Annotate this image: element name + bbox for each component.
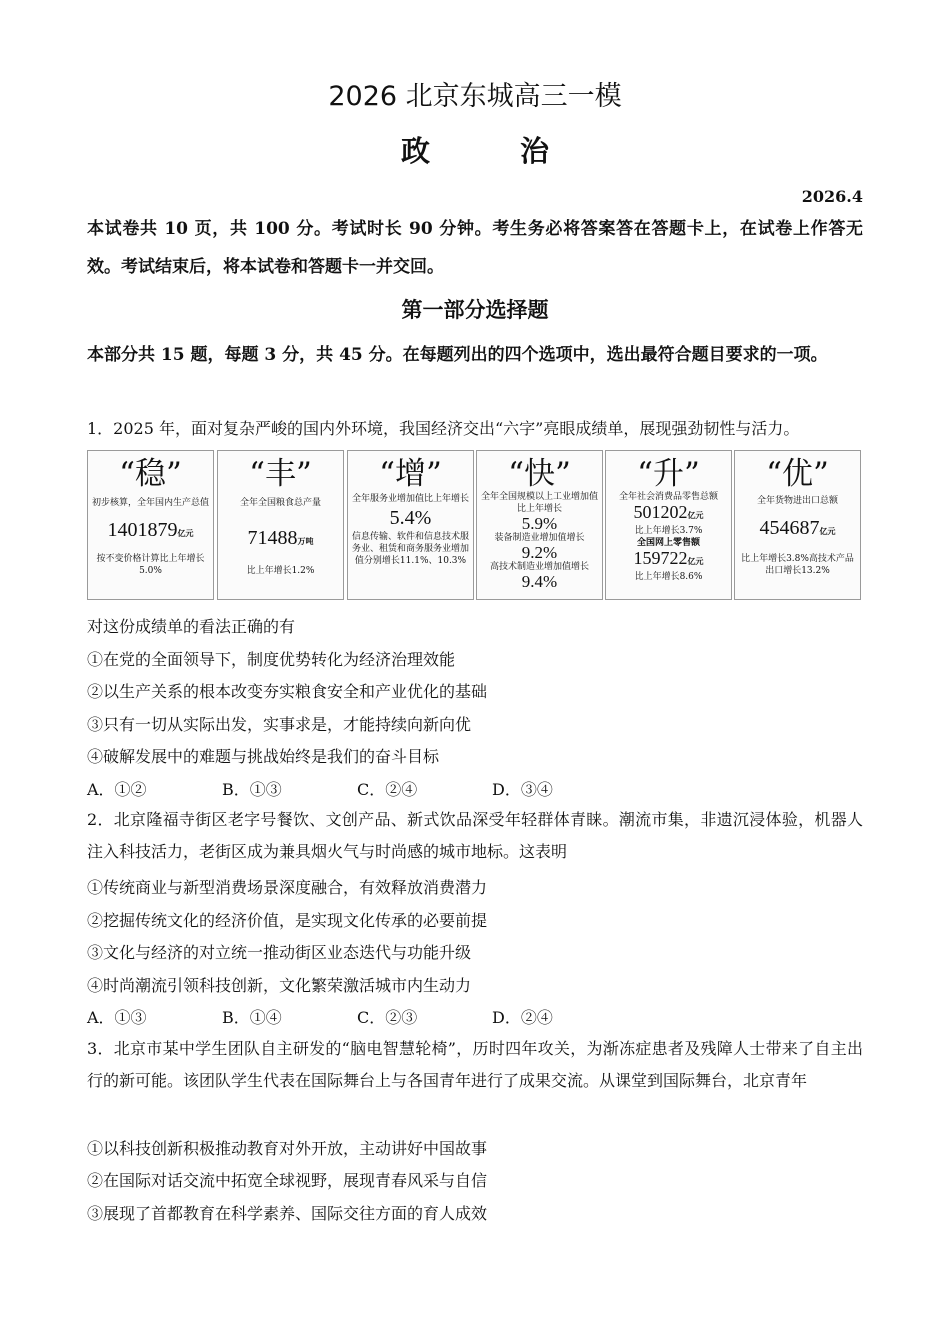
part-one-note: 本部分共 15 题，每题 3 分，共 45 分。在每题列出的四个选项中，选出最符合题目要求的一项。 bbox=[87, 345, 828, 365]
panel-stable bbox=[87, 450, 214, 600]
panel-value: 5.9% bbox=[521, 514, 558, 533]
panel-note: 比上年增长1.2% bbox=[246, 566, 315, 576]
option-d[interactable]: D．③④ bbox=[492, 780, 553, 799]
panel-value: 454687亿元 bbox=[759, 517, 836, 539]
panel-growth bbox=[347, 450, 474, 600]
subject-title: 政 治 bbox=[400, 134, 590, 168]
panel-optimize bbox=[734, 450, 861, 600]
panel-value: 5.4% bbox=[389, 507, 432, 529]
q1-item-1: ①在党的全面领导下，制度优势转化为经济治理效能 bbox=[87, 650, 456, 669]
option-c[interactable]: C．②③ bbox=[357, 1008, 418, 1027]
q1-prompt: 对这份成绩单的看法正确的有 bbox=[87, 617, 296, 636]
q3-item-3: ③展现了首都教育在科学素养、国际交往方面的育人成效 bbox=[87, 1204, 488, 1223]
panel-note: 比上年增长3.7% bbox=[634, 526, 703, 536]
q2-stem: 2．北京隆福寺街区老字号餐饮、文创产品、新式饮品深受年轻群体青睐。潮流市集，非遗沉浸体验，机器人注入科技活力，老街区成为兼具烟火气与时尚感的城市地标。这表明 bbox=[87, 810, 863, 861]
panel-note: 装备制造业增加值增长 bbox=[494, 533, 585, 543]
exam-date: 2026.4 bbox=[801, 187, 863, 206]
q3-item-1: ①以科技创新积极推动教育对外开放，主动讲好中国故事 bbox=[87, 1139, 488, 1158]
option-c[interactable]: C．②④ bbox=[357, 780, 418, 799]
panel-harvest bbox=[217, 450, 344, 600]
panel-desc: 全年全国粮食总产量 bbox=[239, 498, 321, 508]
panel-value: 71488万吨 bbox=[247, 527, 314, 549]
q1-item-2: ②以生产关系的根本改变夯实粮食安全和产业优化的基础 bbox=[87, 682, 488, 701]
panel-note: 信息传输、软件和信息技术服务业、租赁和商务服务业增加值分别增长11.1%、10.3% bbox=[352, 532, 470, 566]
panel-fast bbox=[476, 450, 603, 600]
option-d[interactable]: D．②④ bbox=[492, 1008, 553, 1027]
q1-figure-panels bbox=[87, 450, 863, 600]
panel-keyword: “稳” bbox=[119, 456, 182, 492]
exam-title: 2026 北京东城高三一模 bbox=[328, 81, 622, 112]
panel-note: 按不变价格计算比上年增长5.0% bbox=[96, 554, 205, 576]
q2-item-2: ②挖掘传统文化的经济价值，是实现文化传承的必要前提 bbox=[87, 911, 488, 930]
q1-item-4: ④破解发展中的难题与挑战始终是我们的奋斗目标 bbox=[87, 747, 440, 766]
part-one-title: 第一部分选择题 bbox=[401, 297, 549, 322]
panel-desc: 全年货物进出口总额 bbox=[756, 496, 838, 506]
q2-options bbox=[87, 1005, 627, 1028]
q1-stem: 1．2025 年，面对复杂严峻的国内外环境，我国经济交出“六字”亮眼成绩单，展现强劲韧性与活力。 bbox=[87, 419, 800, 438]
exam-instructions: 本试卷共 10 页，共 100 分。考试时长 90 分钟。考生务必将答案答在答题卡上，在试卷上作答无效。考试结束后，将本试卷和答题卡一并交回。 bbox=[87, 219, 863, 277]
panel-value: 501202亿元 bbox=[633, 502, 704, 522]
panel-keyword: “升” bbox=[637, 456, 700, 492]
q2-item-4: ④时尚潮流引领科技创新，文化繁荣激活城市内生动力 bbox=[87, 976, 472, 995]
q3-stem: 3．北京市某中学生团队自主研发的“脑电智慧轮椅”，历时四年攻关，为渐冻症患者及残障人士带来了自主出行的新可能。该团队学生代表在国际舞台上与各国青年进行了成果交流。从课堂到国际舞台，北京青年 bbox=[87, 1039, 863, 1090]
q3-item-2: ②在国际对话交流中拓宽全球视野，展现青春风采与自信 bbox=[87, 1171, 488, 1190]
q1-options bbox=[87, 777, 627, 800]
option-b[interactable]: B．①④ bbox=[222, 1008, 282, 1027]
panel-desc: 初步核算，全年国内生产总值 bbox=[92, 498, 210, 508]
panel-desc: 全年全国规模以上工业增加值比上年增长 bbox=[481, 492, 599, 514]
panel-note-2: 比上年增长8.6% bbox=[634, 572, 703, 582]
panel-rise bbox=[605, 450, 732, 600]
panel-value-2: 9.2% bbox=[521, 543, 558, 562]
panel-value: 1401879亿元 bbox=[107, 519, 194, 541]
panel-note: 比上年增长3.8%高技术产品出口增长13.2% bbox=[741, 554, 854, 576]
panel-desc-2: 全国网上零售额 bbox=[636, 538, 700, 548]
panel-keyword: “丰” bbox=[249, 456, 312, 492]
panel-keyword: “快” bbox=[508, 456, 571, 492]
panel-value-2: 159722亿元 bbox=[633, 548, 704, 568]
panel-keyword: “优” bbox=[766, 456, 829, 492]
option-a[interactable]: A．①② bbox=[87, 780, 147, 799]
option-b[interactable]: B．①③ bbox=[222, 780, 282, 799]
panel-desc: 全年社会消费品零售总额 bbox=[618, 492, 718, 502]
panel-value-3: 9.4% bbox=[521, 572, 558, 591]
panel-keyword: “增” bbox=[379, 456, 442, 492]
q2-item-3: ③文化与经济的对立统一推动街区业态迭代与功能升级 bbox=[87, 943, 472, 962]
q1-item-3: ③只有一切从实际出发，实事求是，才能持续向新向优 bbox=[87, 715, 472, 734]
q2-item-1: ①传统商业与新型消费场景深度融合，有效释放消费潜力 bbox=[87, 878, 488, 897]
panel-note-2: 高技术制造业增加值增长 bbox=[489, 562, 589, 572]
option-a[interactable]: A．①③ bbox=[87, 1008, 147, 1027]
panel-desc: 全年服务业增加值比上年增长 bbox=[352, 494, 470, 504]
